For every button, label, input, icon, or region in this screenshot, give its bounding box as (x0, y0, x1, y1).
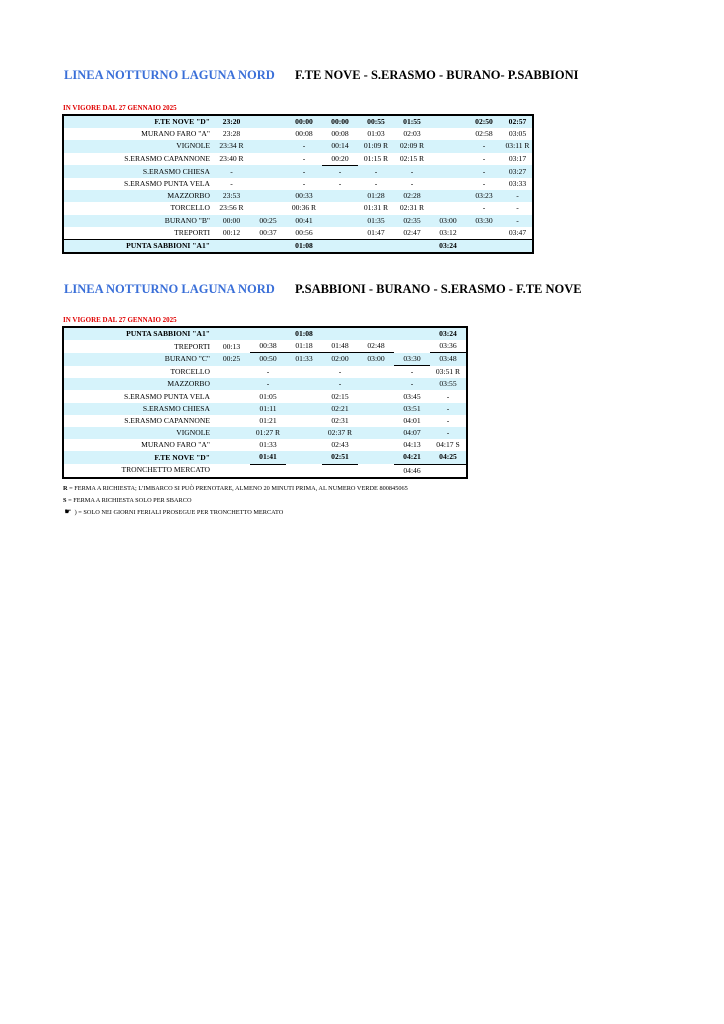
departure-time (213, 439, 250, 451)
departure-time: - (516, 203, 519, 213)
departure-time: 03:33 (508, 179, 527, 189)
departure-time: 01:28 (358, 190, 394, 202)
stop-name: TREPORTI (174, 341, 210, 351)
stop-name: PUNTA SABBIONI "A1" (63, 239, 213, 253)
timetable-row (63, 239, 533, 253)
stop-name: F.TE NOVE "D" (63, 115, 213, 128)
table2-line-name: LINEA NOTTURNO LAGUNA NORD (64, 282, 275, 296)
departure-time: - (430, 427, 467, 439)
departure-time: 03:51 R (435, 366, 461, 376)
stop-name: TORCELLO (170, 366, 210, 376)
departure-time: 02:57 (502, 115, 533, 128)
departure-time: 00:00 (286, 115, 322, 128)
timetable-row (63, 190, 533, 202)
departure-time: - (482, 203, 486, 213)
table1-line-name: LINEA NOTTURNO LAGUNA NORD (64, 68, 275, 82)
departure-time: - (266, 366, 270, 376)
departure-time (466, 239, 502, 253)
departure-time (250, 464, 286, 478)
departure-time: - (482, 179, 486, 189)
departure-time: - (374, 179, 378, 189)
departure-time: 01:08 (286, 327, 322, 340)
note-hand (63, 506, 408, 519)
departure-time: 00:00 (213, 215, 250, 227)
departure-time (322, 227, 358, 240)
departure-time: 03:17 (508, 153, 527, 163)
departure-time: - (322, 378, 358, 390)
departure-time: 02:35 (394, 215, 430, 227)
departure-time: 01:21 (259, 415, 277, 425)
departure-time: 23:56 R (219, 203, 244, 213)
departure-time: 01:27 R (250, 427, 286, 439)
departure-time (213, 378, 250, 390)
departure-time (358, 403, 394, 415)
departure-time (322, 202, 358, 214)
departure-time: 00:12 (222, 227, 241, 237)
departure-time: 01:15 R (363, 153, 389, 163)
departure-time (250, 128, 286, 140)
departure-time: 00:33 (286, 190, 322, 202)
departure-time: 01:03 (367, 129, 385, 139)
stop-name: S.ERASMO CAPANNONE (124, 415, 210, 425)
note-r-text: = FERMA A RICHIESTA; L'IMBARCO SI PUÒ PRENOTARE, ALMENO 20 MINUTI PRIMA, AL NUMERO VERDE 800845065 (67, 485, 408, 492)
departure-time (430, 202, 466, 214)
departure-time (286, 464, 322, 478)
timetable-row (63, 366, 467, 379)
table1-route-name: F.TE NOVE - S.ERASMO - BURANO- P.SABBIONI (295, 68, 579, 82)
departure-time: 03:47 (508, 227, 527, 237)
departure-time: 03:30 (466, 215, 502, 227)
departure-time (394, 340, 430, 353)
departure-time: - (322, 165, 358, 178)
timetable-row (63, 153, 533, 166)
table1-validity: IN VIGORE DAL 27 GENNAIO 2025 (63, 104, 177, 112)
departure-time: - (286, 165, 322, 178)
stop-name: S.ERASMO CHIESA (63, 165, 213, 178)
timetable-row (63, 427, 467, 439)
departure-time (213, 464, 250, 478)
departure-time (213, 427, 250, 439)
departure-time: - (286, 140, 322, 152)
timetable-row (63, 390, 467, 402)
timetable-row (63, 464, 467, 478)
departure-time: - (482, 153, 486, 163)
departure-time: - (410, 179, 414, 189)
timetable-row (63, 128, 533, 140)
departure-time: 01:48 (322, 340, 358, 353)
departure-time (358, 366, 394, 379)
departure-time: 00:08 (331, 129, 349, 139)
departure-time: 02:15 R (399, 153, 425, 163)
departure-time: 03:12 (439, 227, 457, 237)
stop-name: VIGNOLE (63, 140, 213, 152)
timetable-row (63, 451, 467, 464)
departure-time: 02:21 (322, 403, 358, 415)
timetable-row (63, 403, 467, 415)
departure-time (213, 366, 250, 379)
departure-time: 00:25 (213, 353, 250, 366)
departure-time: 01:33 (259, 440, 277, 450)
departure-time (358, 390, 394, 402)
departure-time: 23:20 (213, 115, 250, 128)
departure-time: 02:31 (331, 415, 349, 425)
departure-time (430, 115, 466, 128)
departure-time: 04:46 (403, 465, 421, 475)
table2-route-name: P.SABBIONI - BURANO - S.ERASMO - F.TE NOVE (295, 282, 582, 296)
timetable-return (62, 326, 468, 479)
departure-time: 03:11 R (502, 140, 533, 152)
departure-time: 23:40 R (219, 153, 244, 163)
departure-time: - (394, 378, 430, 390)
departure-time (430, 178, 466, 190)
departure-time: - (502, 215, 533, 227)
stop-name: MAZZORBO (63, 378, 213, 390)
departure-time (286, 403, 322, 415)
departure-time (322, 215, 358, 227)
stop-name: TRONCHETTO MERCATO (121, 465, 210, 475)
departure-time: 00:20 (322, 153, 358, 166)
stop-name: MURANO FARO "A" (141, 129, 210, 139)
departure-time: 23:53 (213, 190, 250, 202)
departure-time (250, 202, 286, 214)
departure-time (286, 439, 322, 451)
timetable-row (63, 353, 467, 366)
departure-time: 04:13 (403, 440, 421, 450)
timetable-row (63, 178, 533, 190)
departure-time: - (446, 415, 450, 425)
departure-time: 01:33 (286, 353, 322, 366)
stop-name: S.ERASMO PUNTA VELA (124, 391, 210, 401)
departure-time (394, 327, 430, 340)
timetable-row (63, 227, 533, 240)
departure-time: 03:55 (430, 378, 467, 390)
departure-time: 00:13 (222, 341, 241, 351)
timetable-row (63, 115, 533, 128)
departure-time (250, 140, 286, 152)
departure-time: 00:36 R (291, 203, 317, 213)
departure-time (286, 427, 322, 439)
departure-time: 02:51 (322, 451, 358, 464)
departure-time: 04:17 S (436, 440, 460, 450)
stop-name: PUNTA SABBIONI "A1" (63, 327, 213, 340)
departure-time: 02:48 (358, 340, 394, 353)
note-r-key: R (63, 485, 68, 492)
departure-time (322, 190, 358, 202)
departure-time: 01:09 R (358, 140, 394, 152)
departure-time: - (466, 140, 502, 152)
departure-time (358, 239, 394, 253)
departure-time (250, 153, 286, 166)
departure-time (358, 415, 394, 427)
legend-notes (63, 483, 408, 519)
departure-time: 02:28 (394, 190, 430, 202)
departure-time: 02:15 (331, 391, 349, 401)
stop-name: BURANO "B" (63, 215, 213, 227)
departure-time: - (430, 403, 467, 415)
timetable-row (63, 340, 467, 353)
table2-validity: IN VIGORE DAL 27 GENNAIO 2025 (63, 316, 177, 324)
departure-time: - (213, 165, 250, 178)
stop-name: S.ERASMO CAPANNONE (124, 153, 210, 163)
timetable-outbound (62, 114, 534, 254)
departure-time: 00:14 (322, 140, 358, 152)
departure-time (213, 415, 250, 427)
departure-time (430, 464, 467, 478)
departure-time: 01:05 (259, 391, 277, 401)
departure-time: - (302, 179, 306, 189)
stop-name: MURANO FARO "A" (141, 440, 210, 450)
departure-time: - (250, 378, 286, 390)
departure-time: 02:50 (466, 115, 502, 128)
stop-name: TORCELLO (170, 203, 210, 213)
departure-time: 03:24 (430, 239, 466, 253)
departure-time: 03:36 (430, 340, 467, 353)
departure-time (286, 390, 322, 402)
departure-time (250, 327, 286, 340)
departure-time: 03:00 (430, 215, 466, 227)
departure-time: 03:51 (394, 403, 430, 415)
departure-time (466, 227, 502, 240)
departure-time: 00:38 (250, 340, 286, 353)
departure-time: 03:24 (430, 327, 467, 340)
departure-time (250, 190, 286, 202)
departure-time: - (338, 366, 342, 376)
departure-time (286, 451, 322, 464)
departure-time: 03:48 (430, 353, 467, 366)
pointing-hand-icon: ☛ (64, 507, 72, 516)
departure-time (358, 327, 394, 340)
departure-time: 03:23 (466, 190, 502, 202)
departure-time (358, 378, 394, 390)
departure-time: 04:07 (394, 427, 430, 439)
departure-time: 03:45 (403, 391, 421, 401)
note-s-text: = FERMA A RICHIESTA SOLO PER SBARCO (66, 496, 192, 504)
departure-time: 01:55 (394, 115, 430, 128)
stop-name: TREPORTI (174, 227, 210, 237)
departure-time: 00:37 (259, 227, 277, 237)
departure-time: 23:28 (222, 129, 241, 139)
departure-time (213, 403, 250, 415)
departure-time: 01:47 (367, 227, 385, 237)
departure-time: - (410, 367, 414, 377)
departure-time (322, 239, 358, 253)
departure-time: 04:01 (403, 415, 421, 425)
departure-time (358, 427, 394, 439)
departure-time: 23:34 R (213, 140, 250, 152)
timetable-row (63, 415, 467, 427)
departure-time (394, 239, 430, 253)
departure-time: 02:43 (331, 440, 349, 450)
departure-time: 04:25 (430, 451, 467, 464)
stop-name: S.ERASMO CHIESA (63, 403, 213, 415)
departure-time: 00:55 (358, 115, 394, 128)
departure-time: 03:05 (508, 129, 527, 139)
departure-time: 00:56 (295, 227, 313, 237)
departure-time (213, 239, 250, 253)
note-r (63, 483, 408, 495)
departure-time: 01:11 (250, 403, 286, 415)
departure-time: 00:25 (250, 215, 286, 227)
departure-time (213, 451, 250, 464)
note-s (63, 495, 408, 507)
departure-time: 02:31 R (399, 203, 425, 213)
departure-time (358, 439, 394, 451)
departure-time: - (466, 165, 502, 178)
departure-time (358, 451, 394, 464)
departure-time (250, 178, 286, 190)
departure-time (250, 165, 286, 178)
stop-name: MAZZORBO (63, 190, 213, 202)
departure-time: 03:30 (394, 353, 430, 366)
departure-time: 02:00 (322, 353, 358, 366)
departure-time: - (302, 153, 306, 163)
departure-time: 02:03 (403, 129, 421, 139)
departure-time (430, 190, 466, 202)
departure-time: 02:47 (403, 227, 421, 237)
departure-time: 03:00 (358, 353, 394, 366)
departure-time (322, 327, 358, 340)
timetable-row (63, 165, 533, 178)
stop-name: VIGNOLE (63, 427, 213, 439)
departure-time (502, 239, 533, 253)
departure-time: 01:35 (358, 215, 394, 227)
departure-time (213, 390, 250, 402)
note-hand-text: ) = SOLO NEI GIORNI FERIALI PROSEGUE PER TRONCHETTO MERCATO (73, 509, 284, 516)
timetable-row (63, 327, 467, 340)
departure-time (286, 415, 322, 427)
timetable-row (63, 202, 533, 214)
departure-time (358, 464, 394, 478)
departure-time: - (394, 165, 430, 178)
departure-time (250, 115, 286, 128)
departure-time: - (446, 391, 450, 401)
departure-time (430, 128, 466, 140)
departure-time: 01:31 R (363, 203, 389, 213)
departure-time: - (230, 179, 233, 189)
departure-time: 01:08 (286, 239, 322, 253)
stop-name: S.ERASMO PUNTA VELA (124, 179, 210, 189)
departure-time (322, 464, 358, 478)
departure-time: - (358, 165, 394, 178)
departure-time: 00:41 (286, 215, 322, 227)
timetable-row (63, 378, 467, 390)
departure-time: 02:37 R (322, 427, 358, 439)
departure-time: 00:08 (295, 129, 313, 139)
stop-name: F.TE NOVE "D" (63, 451, 213, 464)
timetable-row (63, 439, 467, 451)
departure-time: 01:41 (250, 451, 286, 464)
departure-time (213, 327, 250, 340)
departure-time: 00:50 (250, 353, 286, 366)
departure-time (430, 165, 466, 178)
departure-time: 01:18 (286, 340, 322, 353)
departure-time: 04:21 (394, 451, 430, 464)
departure-time: 00:00 (322, 115, 358, 128)
departure-time: - (502, 190, 533, 202)
departure-time: 02:58 (475, 129, 493, 139)
departure-time (286, 378, 322, 390)
departure-time (250, 239, 286, 253)
departure-time (430, 153, 466, 166)
stop-name: BURANO "C" (63, 353, 213, 366)
departure-time (286, 366, 322, 379)
timetable-row (63, 215, 533, 227)
note-s-key: S (63, 496, 67, 504)
departure-time: - (338, 179, 342, 189)
departure-time: 02:09 R (394, 140, 430, 152)
departure-time (430, 140, 466, 152)
timetable-row (63, 140, 533, 152)
departure-time: 03:27 (502, 165, 533, 178)
